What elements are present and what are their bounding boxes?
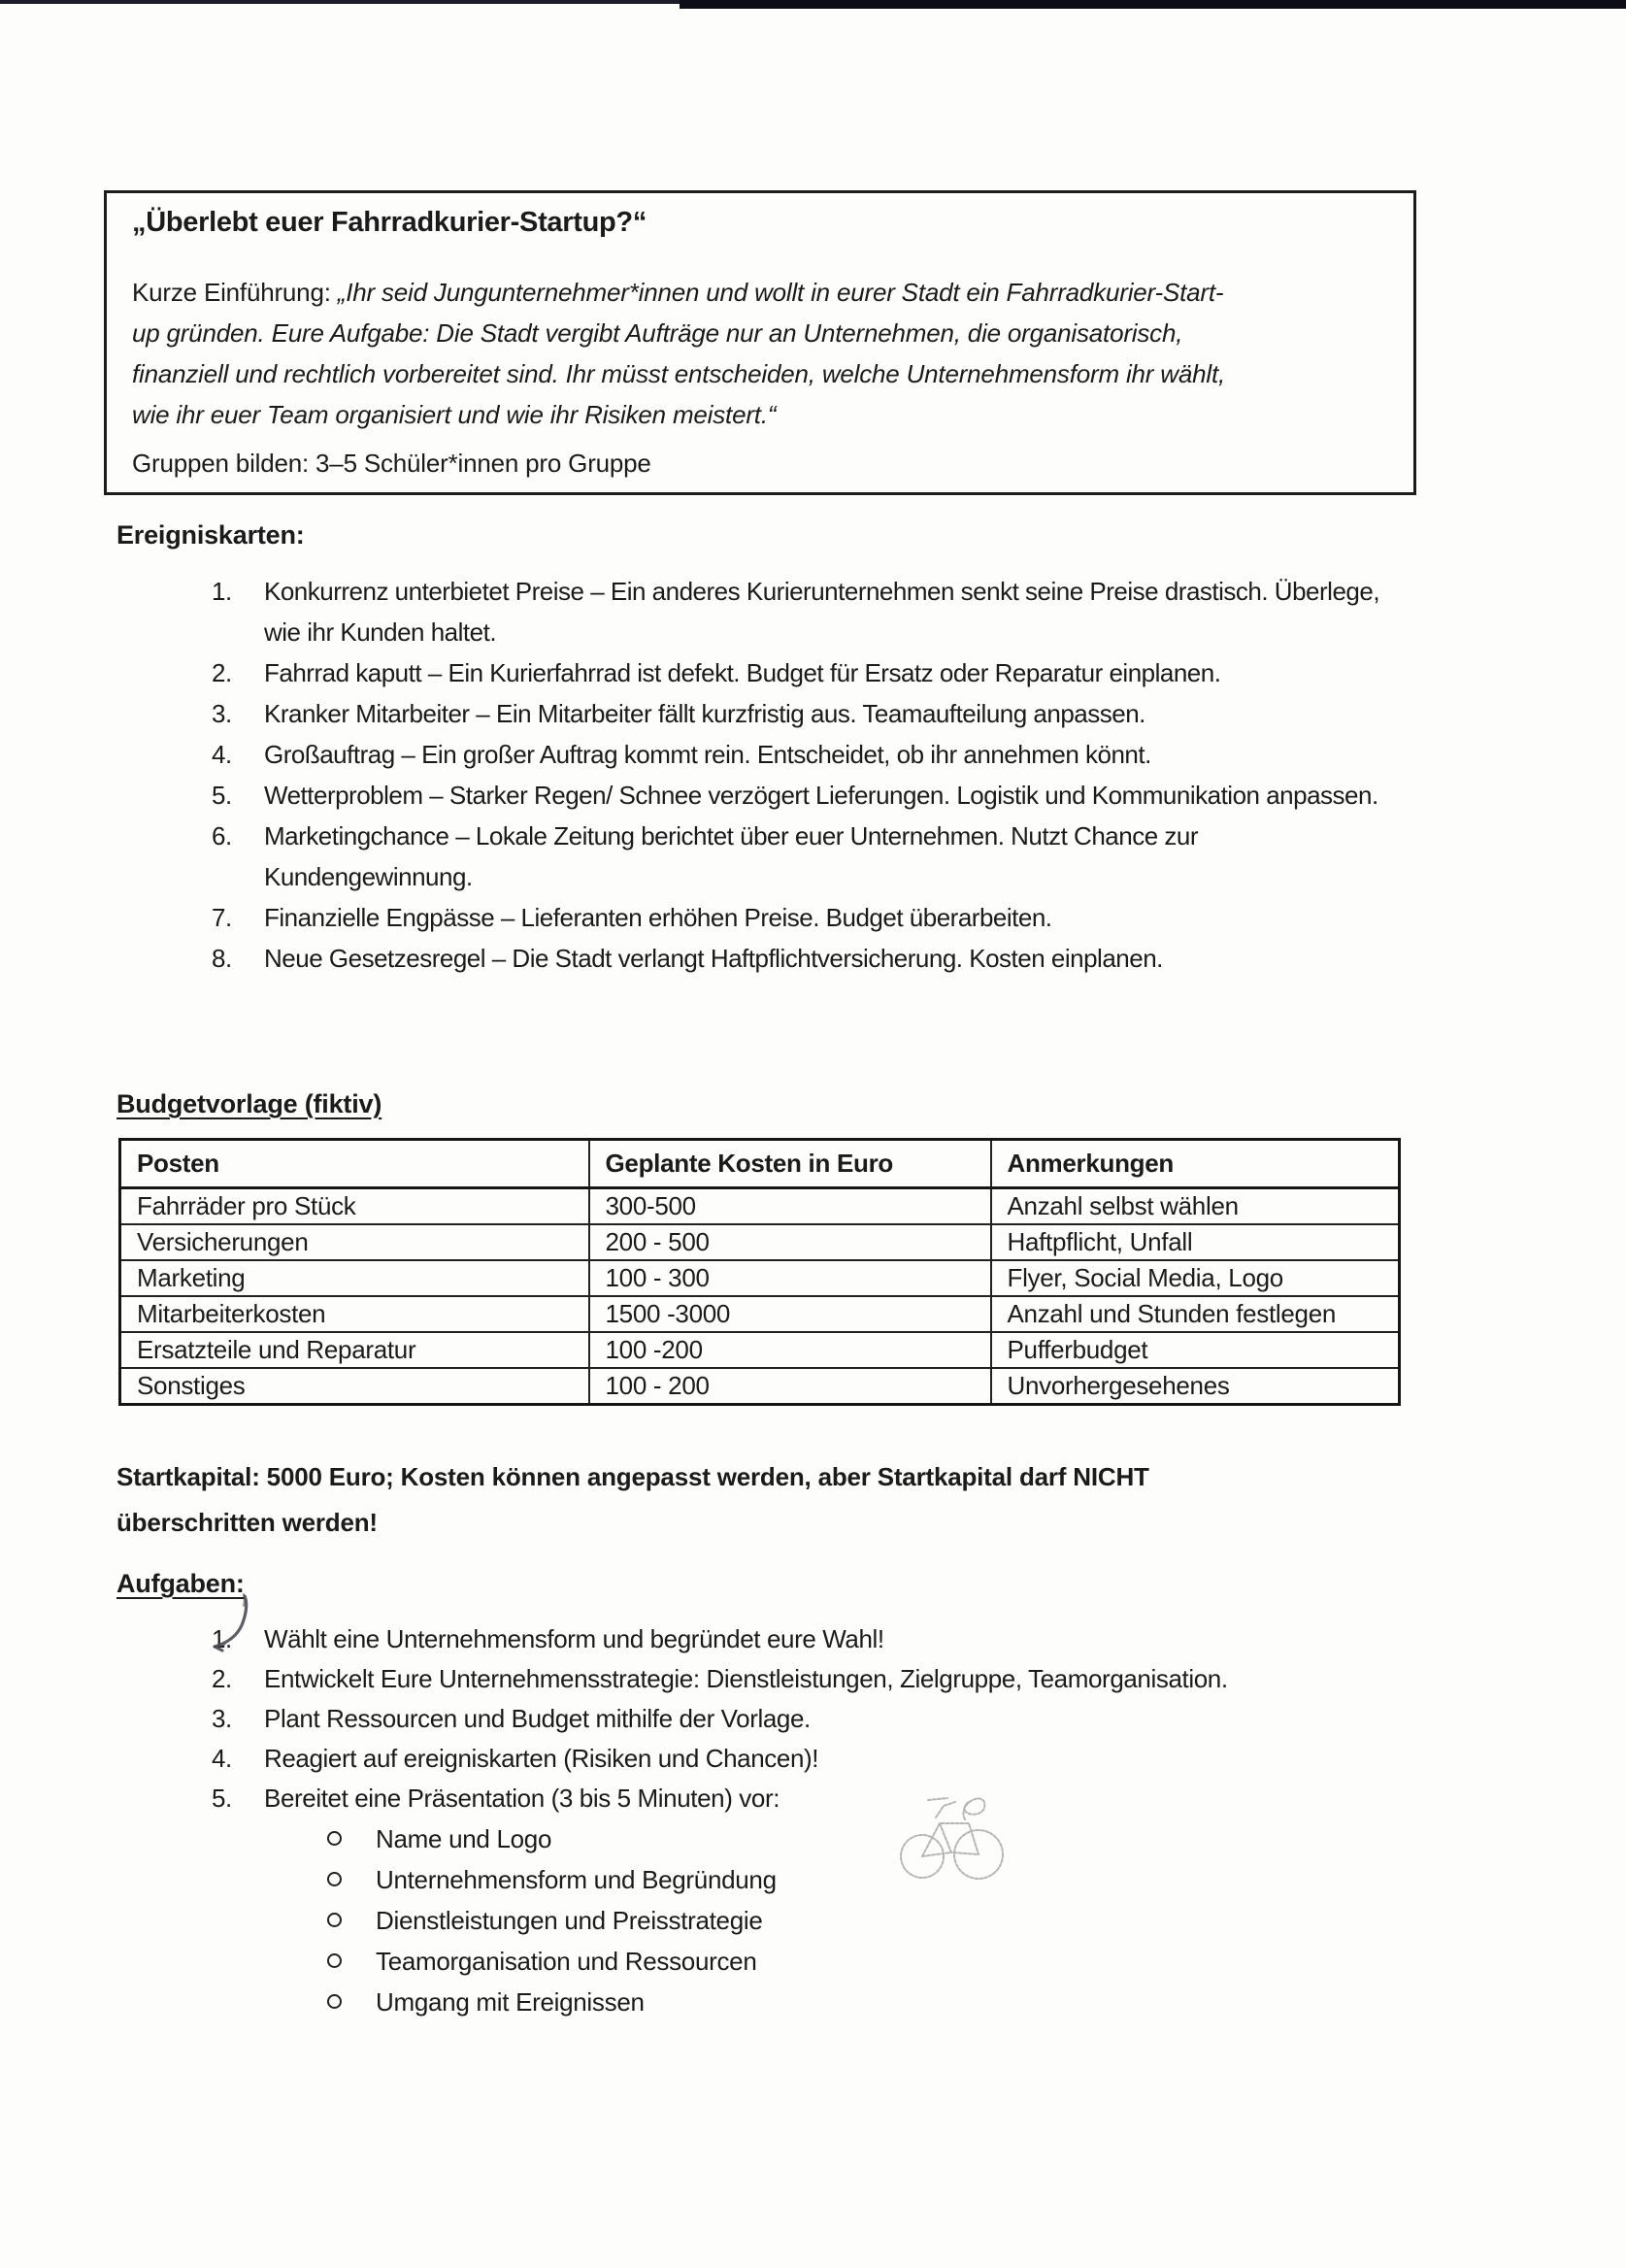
sub-bullet-item: Name und Logo [116, 1818, 777, 1859]
budget-heading: Budgetvorlage (fiktiv) [116, 1089, 382, 1118]
table-cell: 100 - 200 [589, 1368, 991, 1405]
table-row [120, 1260, 1400, 1296]
aufgaben-heading: Aufgaben: [116, 1569, 245, 1598]
circle-bullet-icon [327, 1913, 342, 1927]
table-row [120, 1368, 1400, 1405]
scan-edge-artifact [680, 0, 1626, 9]
event-card-item: 1. Konkurrenz unterbietet Preise – Ein anderes Kurierunternehmen senkt seine Preise drastisch. Überlege, wie ihr Kunden haltet. [212, 577, 1380, 647]
table-cell: 100 - 300 [589, 1260, 991, 1296]
table-row [120, 1224, 1400, 1260]
circle-bullet-icon [327, 1872, 342, 1886]
intro-quote-start: „Ihr seid Jungunternehmer*innen und wollt in eurer Stadt ein Fahrradkurier-Start- [337, 278, 1224, 307]
circle-bullet-icon [327, 1831, 342, 1846]
table-cell: Ersatzteile und Reparatur [120, 1332, 589, 1368]
table-cell: Unvorhergesehenes [991, 1368, 1400, 1405]
worksheet-title: „Überlebt euer Fahrradkurier-Startup?“ [132, 207, 647, 238]
table-header-anmerkungen: Anmerkungen [991, 1140, 1400, 1188]
event-card-item: 3. Kranker Mitarbeiter – Ein Mitarbeiter fällt kurzfristig aus. Teamaufteilung anpassen. [212, 699, 1145, 728]
table-cell: 1500 -3000 [589, 1296, 991, 1332]
table-header-kosten: Geplante Kosten in Euro [589, 1140, 991, 1188]
intro-box [104, 190, 1416, 495]
intro-prefix: Kurze Einführung: [132, 278, 338, 307]
presentation-sub-list [116, 1818, 777, 2022]
task-item: 1. Wählt eine Unternehmensform und begründet eure Wahl! [212, 1624, 884, 1653]
circle-bullet-icon [327, 1994, 342, 2009]
event-card-item: 8. Neue Gesetzesregel – Die Stadt verlangt Haftpflichtversicherung. Kosten einplanen. [212, 944, 1163, 973]
table-cell: Sonstiges [120, 1368, 589, 1405]
task-item: 3. Plant Ressourcen und Budget mithilfe der Vorlage. [212, 1704, 811, 1733]
circle-bullet-icon [327, 1953, 342, 1968]
table-cell: Haftpflicht, Unfall [991, 1224, 1400, 1260]
table-cell: Pufferbudget [991, 1332, 1400, 1368]
table-header-posten: Posten [120, 1140, 589, 1188]
startkapital-note: Startkapital: 5000 Euro; Kosten können angepasst werden, aber Startkapital darf NICHT überschritten werden! [116, 1462, 1149, 1537]
group-size-note: Gruppen bilden: 3–5 Schüler*innen pro Gruppe [132, 449, 651, 478]
table-cell: 300-500 [589, 1188, 991, 1225]
table-cell: Flyer, Social Media, Logo [991, 1260, 1400, 1296]
table-cell: 200 - 500 [589, 1224, 991, 1260]
table-cell: Mitarbeiterkosten [120, 1296, 589, 1332]
event-card-item: 4. Großauftrag – Ein großer Auftrag kommt rein. Entscheidet, ob ihr annehmen könnt. [212, 740, 1151, 769]
intro-line: finanziell und rechtlich vorbereitet sind. Ihr müsst entscheiden, welche Unternehmensform ihr wählt, [132, 359, 1225, 388]
handwritten-checkmark-icon [199, 1590, 267, 1668]
table-cell: Versicherungen [120, 1224, 589, 1260]
bicycle-doodle [893, 1777, 1010, 1884]
table-cell: Anzahl selbst wählen [991, 1188, 1400, 1225]
intro-line: wie ihr euer Team organisiert und wie ihr Risiken meistert.“ [132, 400, 777, 429]
event-card-item: 6. Marketingchance – Lokale Zeitung berichtet über euer Unternehmen. Nutzt Chance zur Kundengewinnung. [212, 821, 1199, 891]
event-card-item: 5. Wetterproblem – Starker Regen/ Schnee verzögert Lieferungen. Logistik und Kommunikation anpassen. [212, 781, 1378, 810]
task-list [116, 1619, 1228, 1818]
intro-paragraph [132, 272, 1384, 435]
sub-bullet-item: Teamorganisation und Ressourcen [116, 1941, 777, 1982]
intro-line: up gründen. Eure Aufgabe: Die Stadt vergibt Aufträge nur an Unternehmen, die organisatorisch, [132, 318, 1183, 348]
task-item: 2. Entwickelt Eure Unternehmensstrategie: Dienstleistungen, Zielgruppe, Teamorganisation. [212, 1664, 1228, 1693]
table-cell: Marketing [120, 1260, 589, 1296]
event-card-item: 7. Finanzielle Engpässe – Lieferanten erhöhen Preise. Budget überarbeiten. [212, 903, 1052, 932]
table-cell: 100 -200 [589, 1332, 991, 1368]
event-card-list [116, 571, 1380, 979]
table-row [120, 1296, 1400, 1332]
sub-bullet-item: Unternehmensform und Begründung [116, 1859, 777, 1900]
sub-bullet-item: Umgang mit Ereignissen [116, 1982, 777, 2022]
scan-edge-artifact [0, 0, 738, 4]
table-row [120, 1332, 1400, 1368]
intro-line [132, 272, 1384, 313]
task-item: 5. Bereitet eine Präsentation (3 bis 5 Minuten) vor: [212, 1784, 780, 1813]
ereigniskarten-heading: Ereigniskarten: [116, 520, 305, 550]
sub-bullet-item: Dienstleistungen und Preisstrategie [116, 1900, 777, 1941]
budget-table [118, 1138, 1401, 1406]
event-card-item: 2. Fahrrad kaputt – Ein Kurierfahrrad ist defekt. Budget für Ersatz oder Reparatur einplanen. [212, 658, 1221, 687]
table-header-row [120, 1140, 1400, 1188]
task-item: 4. Reagiert auf ereigniskarten (Risiken und Chancen)! [212, 1744, 819, 1773]
table-cell: Anzahl und Stunden festlegen [991, 1296, 1400, 1332]
table-row [120, 1188, 1400, 1225]
table-cell: Fahrräder pro Stück [120, 1188, 589, 1225]
